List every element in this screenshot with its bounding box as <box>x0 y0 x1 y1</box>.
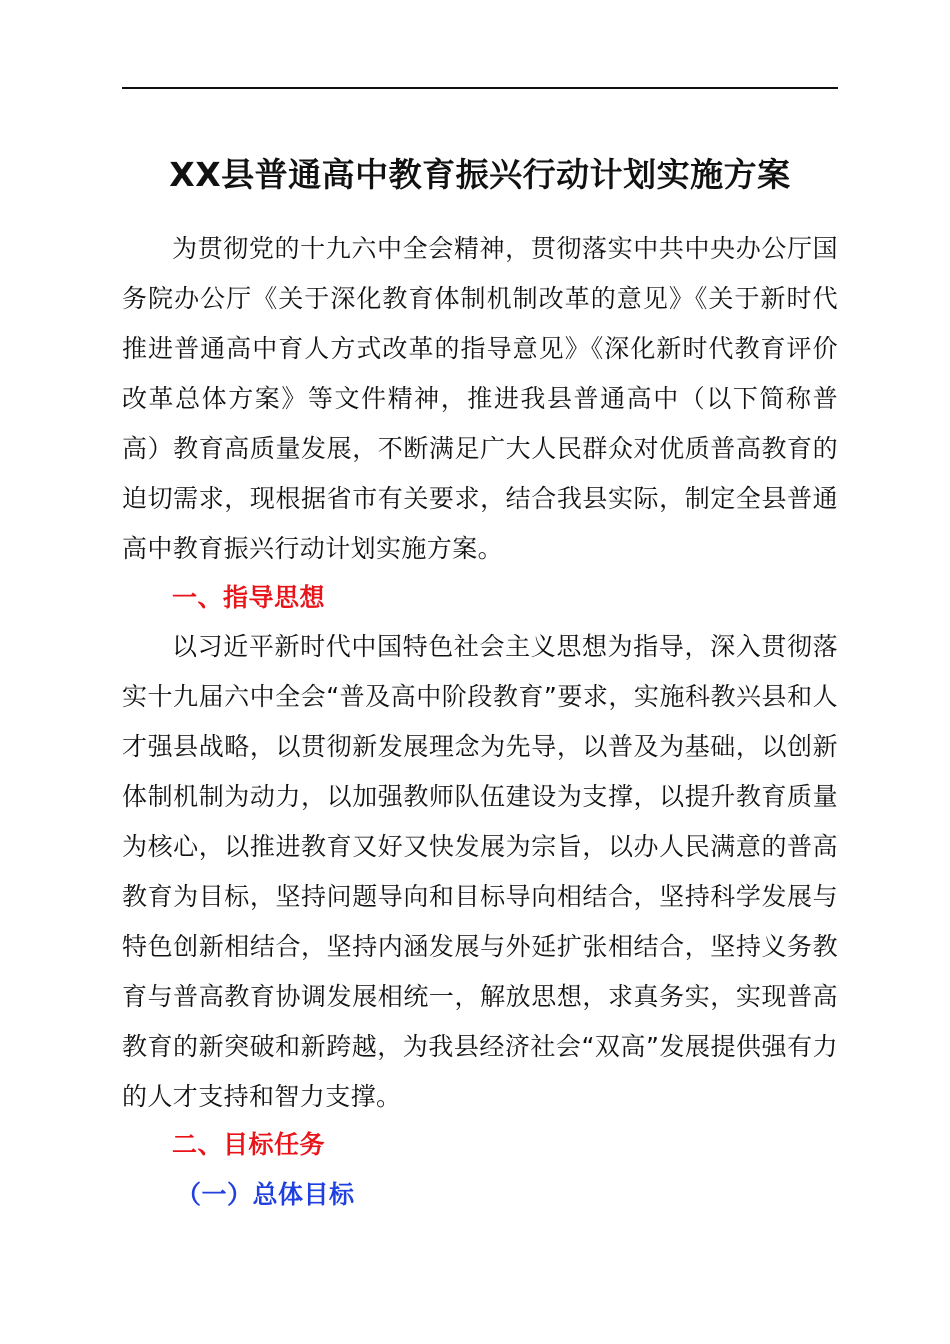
header-rule <box>122 87 838 89</box>
subheading-overall-goals: （一）总体目标 <box>176 1180 355 1209</box>
guiding-ideology-paragraph: 以习近平新时代中国特色社会主义思想为指导，深入贯彻落实十九届六中全会“普及高中阶段教育”要求，实施科教兴县和人才强县战略，以贯彻新发展理念为先导，以普及为基础，以创新体制机制为动力，以加强教师队伍建设为支撑，以提升教育质量为核心，以推进教育又好又快发展为宗旨，以办人民满意的普高教育为目标，坚持问题导向和目标导向相结合，坚持科学发展与特色创新相结合，坚持内涵发展与外延扩张相结合，坚持义务教育与普高教育协调发展相统一，解放思想，求真务实，实现普高教育的新突破和新跨越，为我县经济社会“双高”发展提供强有力的人才支持和智力支撑。 <box>122 632 838 1111</box>
document-title: XX县普通高中教育振兴行动计划实施方案 <box>169 155 791 194</box>
section-heading-guiding-ideology: 一、指导思想 <box>172 583 326 612</box>
intro-paragraph: 为贯彻党的十九六中全会精神，贯彻落实中共中央办公厅国务院办公厅《关于深化教育体制机制改革的意见》《关于新时代推进普通高中育人方式改革的指导意见》《深化新时代教育评价改革总体方案》等文件精神，推进我县普通高中（以下简称普高）教育高质量发展，不断满足广大人民群众对优质普高教育的迫切需求，现根据省市有关要求，结合我县实际，制定全县普通高中教育振兴行动计划实施方案。 <box>122 234 838 563</box>
section-heading-goals-tasks: 二、目标任务 <box>172 1130 326 1159</box>
